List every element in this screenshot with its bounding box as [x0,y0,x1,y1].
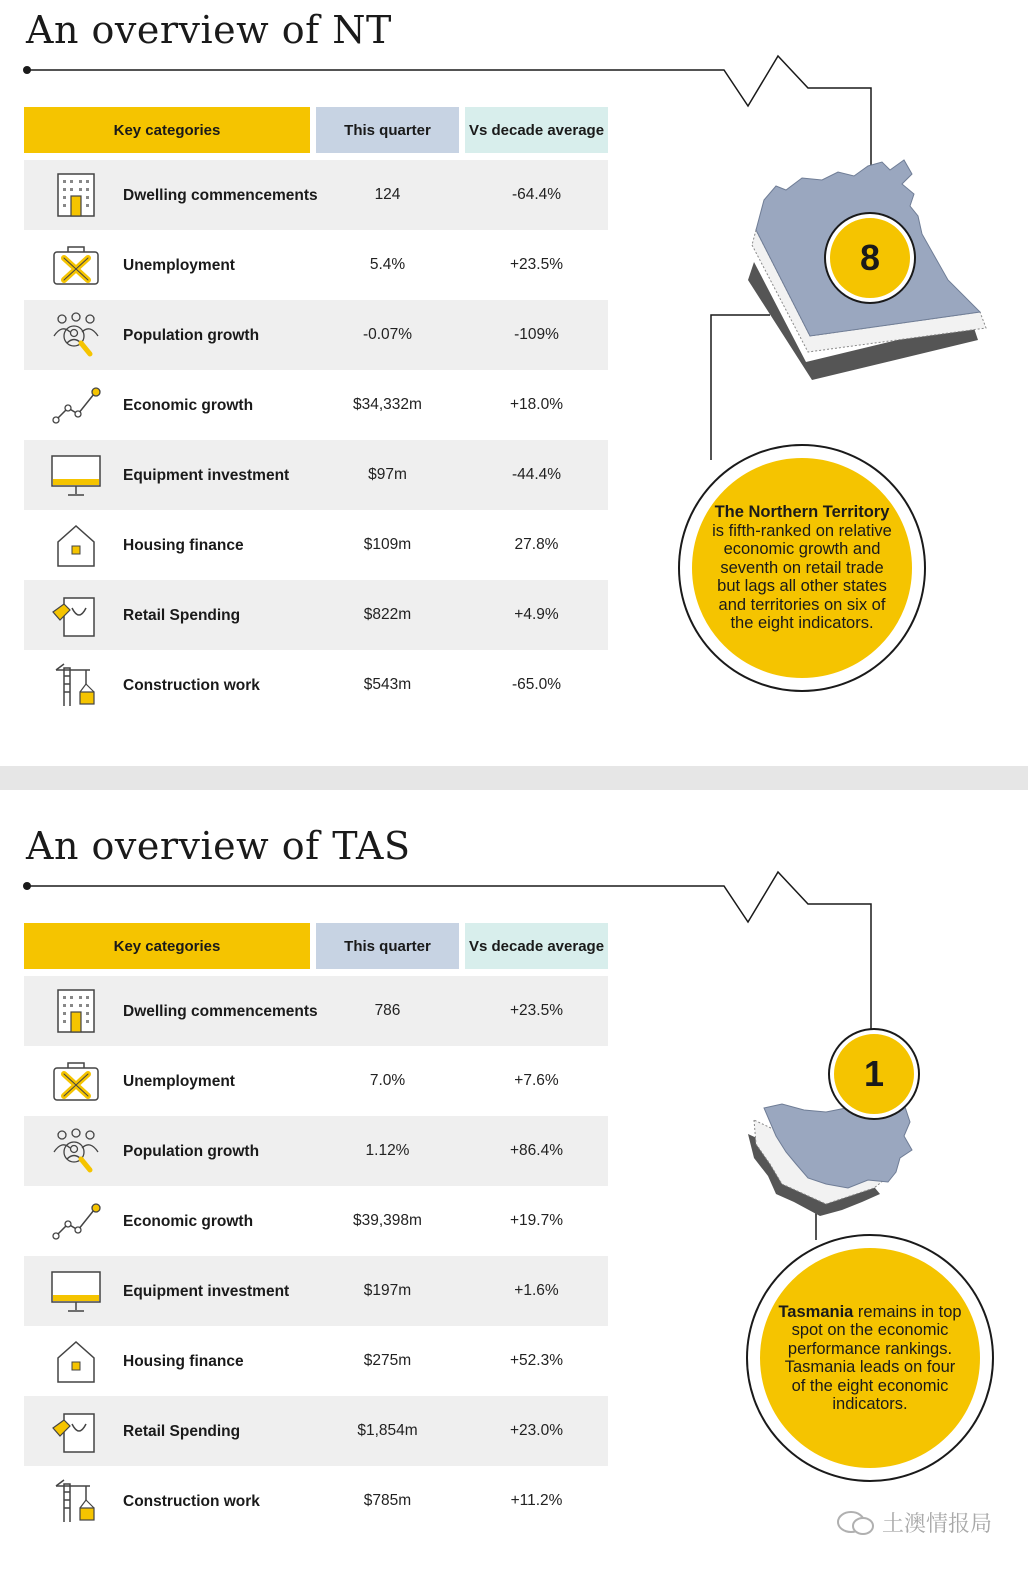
callout-text [712,503,892,633]
nt-callout [680,446,924,690]
row-vs-decade-average: +1.6% [514,1282,559,1299]
table-row [24,580,608,650]
header-this-quarter: This quarter [316,107,459,153]
callout-bold: Tasmania [778,1302,854,1321]
row-this-quarter: 7.0% [369,1072,406,1089]
tas-map [742,1098,922,1228]
trend-line-icon [50,1198,102,1244]
shopping-bag-icon [50,1408,102,1454]
table-row [24,1186,608,1256]
row-vs-decade-average: +7.6% [514,1072,559,1089]
row-this-quarter: $197m [363,1282,412,1299]
row-this-quarter: $34,332m [353,396,422,413]
row-category: Dwelling commencements [123,1002,318,1020]
house-icon [50,522,102,568]
table-row [24,976,608,1046]
row-vs-decade-average: +18.0% [509,396,563,413]
row-category: Construction work [123,676,260,694]
table-row [24,440,608,510]
row-this-quarter: $785m [363,1492,412,1509]
row-category: Population growth [123,1142,260,1160]
briefcase-icon [50,1058,102,1104]
row-category: Unemployment [123,1072,235,1090]
building-icon [50,988,102,1034]
row-category: Retail Spending [123,1422,241,1440]
watermark [836,1507,992,1538]
row-vs-decade-average: +23.5% [509,256,563,273]
row-this-quarter: 5.4% [369,256,406,273]
row-this-quarter: -0.07% [362,326,413,343]
row-this-quarter: 124 [374,186,401,203]
callout-bold: The Northern Territory [714,503,890,522]
row-vs-decade-average: -44.4% [511,466,562,483]
row-category: Retail Spending [123,606,241,624]
tas-callout [748,1236,992,1480]
table-row [24,1256,608,1326]
table-row [24,160,608,230]
row-vs-decade-average: +86.4% [509,1142,563,1159]
header-key-categories: Key categories [24,107,310,153]
briefcase-icon [50,242,102,288]
row-vs-decade-average: +4.9% [514,606,559,623]
row-this-quarter: $822m [363,606,412,623]
row-this-quarter: $1,854m [357,1422,418,1439]
table-row [24,1326,608,1396]
people-search-icon [50,1128,102,1174]
rank-badge: 1 [830,1030,918,1118]
callout-body: remains in top spot on the economic performance rankings. Tasmania leads on four of the eight economic indicators. [784,1302,962,1413]
row-this-quarter: 786 [374,1002,401,1019]
table-row [24,370,608,440]
row-this-quarter: $97m [368,466,407,483]
row-category: Housing finance [123,536,244,554]
header-this-quarter: This quarter [316,923,459,969]
row-category: Equipment investment [123,466,290,484]
table-row [24,1116,608,1186]
callout-body: is fifth-ranked on relative economic growth and seventh on retail trade but lags all other states and territories on six of the eight indicators. [712,521,892,633]
table-row [24,650,608,720]
monitor-icon [50,452,102,498]
tas-section [0,790,1028,1556]
table-row [24,510,608,580]
shopping-bag-icon [50,592,102,638]
people-search-icon [50,312,102,358]
building-icon [50,172,102,218]
header-vs-decade-average: Vs decade average [465,923,608,969]
table-row [24,230,608,300]
row-vs-decade-average: -64.4% [511,186,562,203]
row-this-quarter: $109m [363,536,412,553]
table-row [24,1046,608,1116]
crane-icon [50,1478,102,1524]
page-title: An overview of NT [26,8,392,52]
header-vs-decade-average: Vs decade average [465,107,608,153]
watermark-text: 土澳情报局 [881,1512,992,1537]
house-icon [50,1338,102,1384]
callout-text [778,1303,962,1414]
page-title: An overview of TAS [26,824,411,868]
tas-rows [24,976,608,1536]
row-vs-decade-average: +23.5% [509,1002,563,1019]
row-vs-decade-average: -65.0% [511,676,562,693]
row-category: Economic growth [123,1212,254,1230]
crane-icon [50,662,102,708]
row-vs-decade-average: +52.3% [509,1352,563,1369]
row-this-quarter: 1.12% [365,1142,410,1159]
table-row [24,1466,608,1536]
row-category: Population growth [123,326,260,344]
row-category: Economic growth [123,396,254,414]
row-category: Unemployment [123,256,235,274]
nt-rows [24,160,608,720]
row-this-quarter: $543m [363,676,412,693]
header-key-categories: Key categories [24,923,310,969]
trend-line-icon [50,382,102,428]
row-category: Housing finance [123,1352,244,1370]
row-this-quarter: $275m [363,1352,412,1369]
table-row [24,300,608,370]
row-this-quarter: $39,398m [353,1212,422,1229]
row-vs-decade-average: +11.2% [510,1492,563,1509]
nt-section [0,0,1028,766]
row-vs-decade-average: +19.7% [509,1212,563,1229]
row-vs-decade-average: -109% [514,326,559,343]
row-category: Equipment investment [123,1282,290,1300]
row-vs-decade-average: +23.0% [509,1422,563,1439]
table-row [24,1396,608,1466]
monitor-icon [50,1268,102,1314]
row-vs-decade-average: 27.8% [514,536,559,553]
section-divider [0,766,1028,790]
rank-badge: 8 [826,214,914,302]
row-category: Dwelling commencements [123,186,318,204]
chat-bubble-icon [836,1509,876,1537]
row-category: Construction work [123,1492,260,1510]
